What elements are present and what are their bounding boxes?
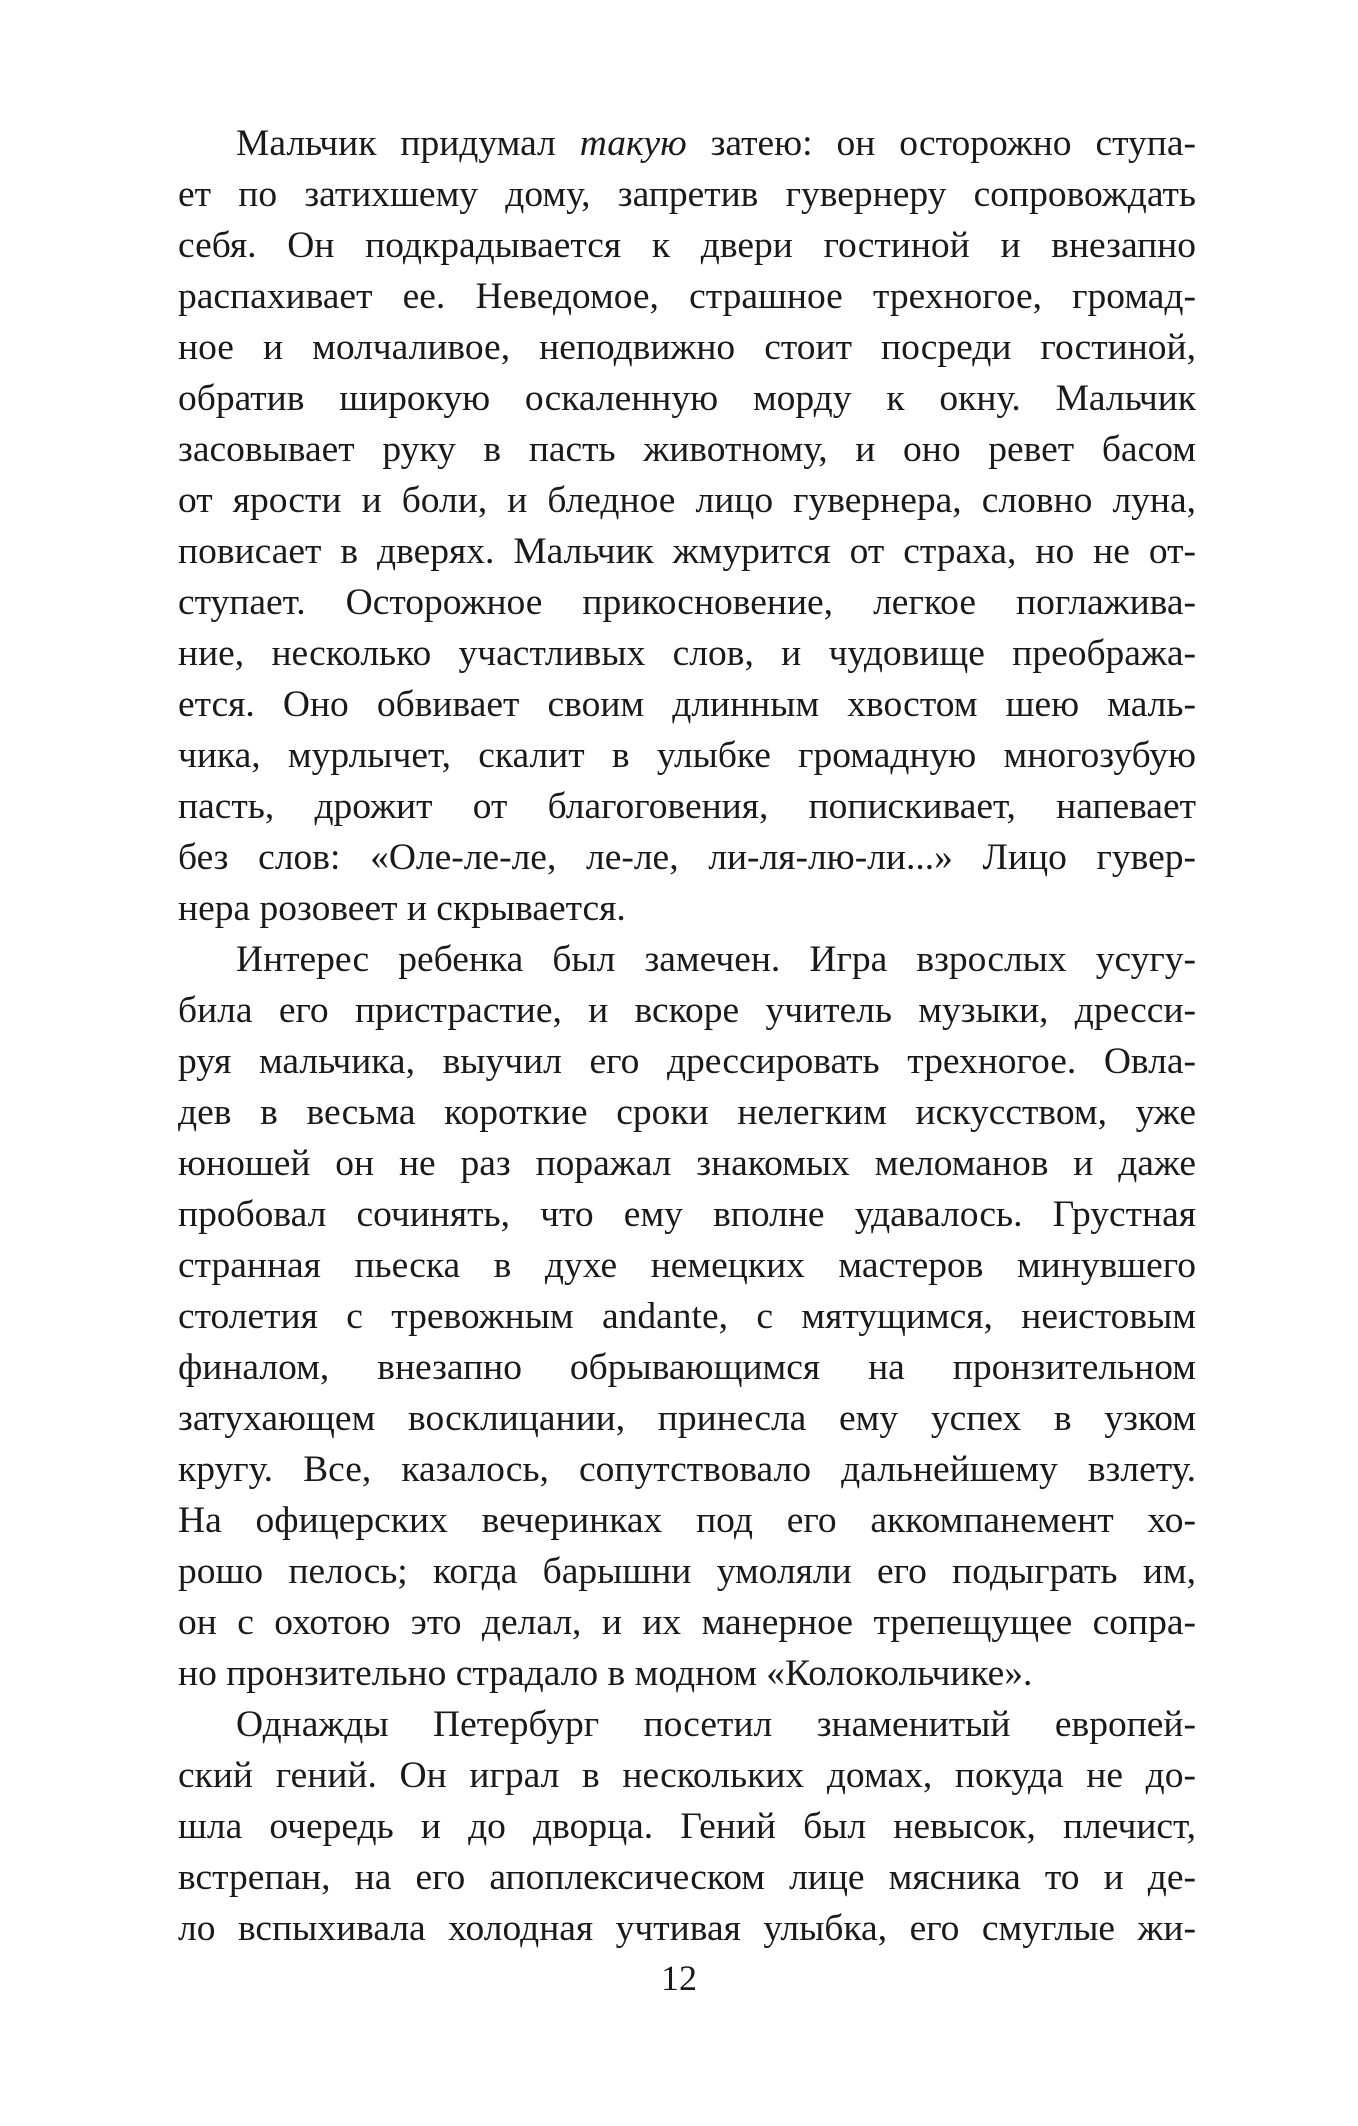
text-line: рошо пелось; когда барышни умоляли его подыграть им, xyxy=(178,1551,1196,1592)
paragraph-3 xyxy=(178,1699,1196,1954)
paragraph-1 xyxy=(178,118,1196,934)
text-line: шла очередь и до дворца. Гений был невысок, плечист, xyxy=(178,1806,1196,1847)
text-line: ное и молчаливое, неподвижно стоит посреди гостиной, xyxy=(178,327,1196,368)
text-line: ло вспыхивала холодная учтивая улыбка, его смуглые жи- xyxy=(178,1908,1196,1949)
text-line: засовывает руку в пасть животному, и оно ревет басом xyxy=(178,429,1196,470)
text-line: пробовал сочинять, что ему вполне удавалось. Грустная xyxy=(178,1194,1196,1235)
text-line: ние, несколько участливых слов, и чудовище преобража- xyxy=(178,633,1196,674)
text-line: руя мальчика, выучил его дрессировать трехногое. Овла- xyxy=(178,1041,1196,1082)
text-line: На офицерских вечеринках под его аккомпанемент хо- xyxy=(178,1500,1196,1541)
text-line-start: Мальчик придумал xyxy=(236,123,580,164)
text-line: столетия с тревожным andante, с мятущимся, неистовым xyxy=(178,1296,1196,1337)
text-line: кругу. Все, казалось, сопутствовало дальнейшему взлету. xyxy=(178,1449,1196,1490)
text-line: от ярости и боли, и бледное лицо гувернера, словно луна, xyxy=(178,480,1196,521)
text-line: обратив широкую оскаленную морду к окну. Мальчик xyxy=(178,378,1196,419)
text-line: била его пристрастие, и вскоре учитель музыки, дресси- xyxy=(178,990,1196,1031)
text-line: без слов: «Оле-ле-ле, ле-ле, ли-ля-лю-ли...» Лицо гувер- xyxy=(178,837,1196,878)
text-line: ский гений. Он играл в нескольких домах, покуда не до- xyxy=(178,1755,1196,1796)
text-line: юношей он не раз поражал знакомых меломанов и даже xyxy=(178,1143,1196,1184)
text-line: пасть, дрожит от благоговения, попискивает, напевает xyxy=(178,786,1196,827)
text-line: но пронзительно страдало в модном «Колокольчике». xyxy=(178,1653,1033,1694)
text-line: ступает. Осторожное прикосновение, легкое поглажива- xyxy=(178,582,1196,623)
text-line: повисает в дверях. Мальчик жмурится от страха, но не от- xyxy=(178,531,1196,572)
text-line: Однажды Петербург посетил знаменитый европей- xyxy=(236,1704,1196,1745)
text-line: ется. Оно обвивает своим длинным хвостом шею маль- xyxy=(178,684,1196,725)
paragraph-2 xyxy=(178,934,1196,1699)
text-line: чика, мурлычет, скалит в улыбке громадную многозубую xyxy=(178,735,1196,776)
text-line: странная пьеска в духе немецких мастеров минувшего xyxy=(178,1245,1196,1286)
text-line: дев в весьма короткие сроки нелегким искусством, уже xyxy=(178,1092,1196,1133)
text-line: распахивает ее. Неведомое, страшное трехногое, громад- xyxy=(178,276,1196,317)
text-line: встрепан, на его апоплексическом лице мясника то и де- xyxy=(178,1857,1196,1898)
text-line-end: затею: он осторожно ступа- xyxy=(686,123,1196,164)
text-line: он с охотою это делал, и их манерное трепещущее сопра- xyxy=(178,1602,1196,1643)
page-number: 12 xyxy=(661,1958,697,1998)
text-line: ет по затихшему дому, запретив гувернеру сопровождать xyxy=(178,174,1196,215)
text-line: себя. Он подкрадывается к двери гостиной и внезапно xyxy=(178,225,1196,266)
text-line: Интерес ребенка был замечен. Игра взрослых усугу- xyxy=(236,939,1196,980)
body-text xyxy=(178,118,1196,1954)
text-line xyxy=(178,118,1196,169)
text-line: финалом, внезапно обрывающимся на пронзительном xyxy=(178,1347,1196,1388)
text-line: затухающем восклицании, принесла ему успех в узком xyxy=(178,1398,1196,1439)
italic-word: такую xyxy=(579,123,687,164)
text-line: нера розовеет и скрывается. xyxy=(178,888,626,929)
